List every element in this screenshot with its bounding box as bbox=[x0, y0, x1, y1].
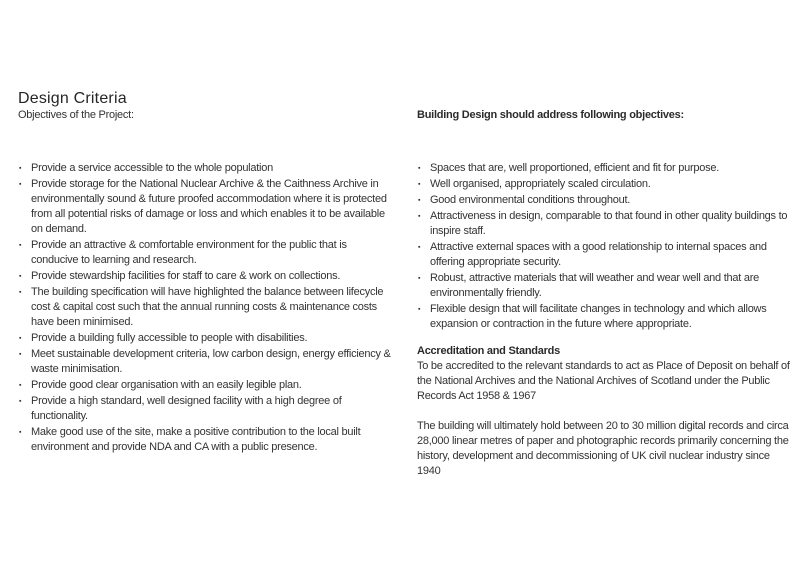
bullet-item: ▪ Make good use of the site, make a positive contribution to the local built environment and provide NDA and CA with a public presence. bbox=[18, 425, 396, 455]
bullet-item: ▪ Provide an attractive & comfortable environment for the public that is conducive to learning and research. bbox=[18, 238, 396, 268]
building-design-column bbox=[417, 108, 791, 479]
objectives-heading: Objectives of the Project: bbox=[18, 109, 134, 121]
accreditation-heading: Accreditation and Standards bbox=[417, 345, 561, 357]
objectives-column bbox=[18, 108, 396, 456]
page-title: Design Criteria bbox=[18, 89, 127, 107]
bullet-item: ▪ Spaces that are, well proportioned, efficient and fit for purpose. bbox=[417, 161, 791, 176]
bullet-item: ▪ Robust, attractive materials that will weather and wear well and that are environmentally friendly. bbox=[417, 271, 791, 301]
bullet-item: ▪ Attractive external spaces with a good relationship to internal spaces and offering appropriate security. bbox=[417, 240, 791, 270]
capacity-paragraph: The building will ultimately hold between 20 to 30 million digital records and circa 28,000 linear metres of paper and photographic records primarily concerning the history, development and decommissioning of UK civil nuclear industry since 1940 bbox=[417, 420, 789, 477]
bullet-item: ▪ Provide good clear organisation with an easily legible plan. bbox=[18, 378, 396, 393]
bullet-item: ▪ Meet sustainable development criteria, low carbon design, energy efficiency & waste minimisation. bbox=[18, 347, 396, 377]
bullet-item: ▪ Good environmental conditions throughout. bbox=[417, 193, 791, 208]
bullet-item: ▪ Provide a service accessible to the whole population bbox=[18, 161, 396, 176]
bullet-item: ▪ Flexible design that will facilitate changes in technology and which allows expansion or contraction in the future where appropriate. bbox=[417, 302, 791, 332]
bullet-item: ▪ The building specification will have highlighted the balance between lifecycle cost & capital cost such that the annual running costs & maintenance costs have been minimised. bbox=[18, 285, 396, 330]
bullet-item: ▪ Provide stewardship facilities for staff to care & work on collections. bbox=[18, 269, 396, 284]
bullet-item: ▪ Provide storage for the National Nuclear Archive & the Caithness Archive in environmentally sound & future proofed accommodation where it is protected from all potential risks of damage or loss and which enables it to be available on demand. bbox=[18, 177, 396, 237]
building-design-heading: Building Design should address following objectives: bbox=[417, 109, 684, 121]
bullet-item: ▪ Provide a high standard, well designed facility with a high degree of functionality. bbox=[18, 394, 396, 424]
accreditation-body: To be accredited to the relevant standards to act as Place of Deposit on behalf of the National Archives and the National Archives of Scotland under the Public Records Act 1958 & 1967 bbox=[417, 360, 790, 402]
bullet-item: ▪ Attractiveness in design, comparable to that found in other quality buildings to inspire staff. bbox=[417, 209, 791, 239]
bullet-item: ▪ Provide a building fully accessible to people with disabilities. bbox=[18, 331, 396, 346]
objectives-list bbox=[18, 161, 396, 455]
bullet-item: ▪ Well organised, appropriately scaled circulation. bbox=[417, 177, 791, 192]
building-design-list bbox=[417, 161, 791, 332]
